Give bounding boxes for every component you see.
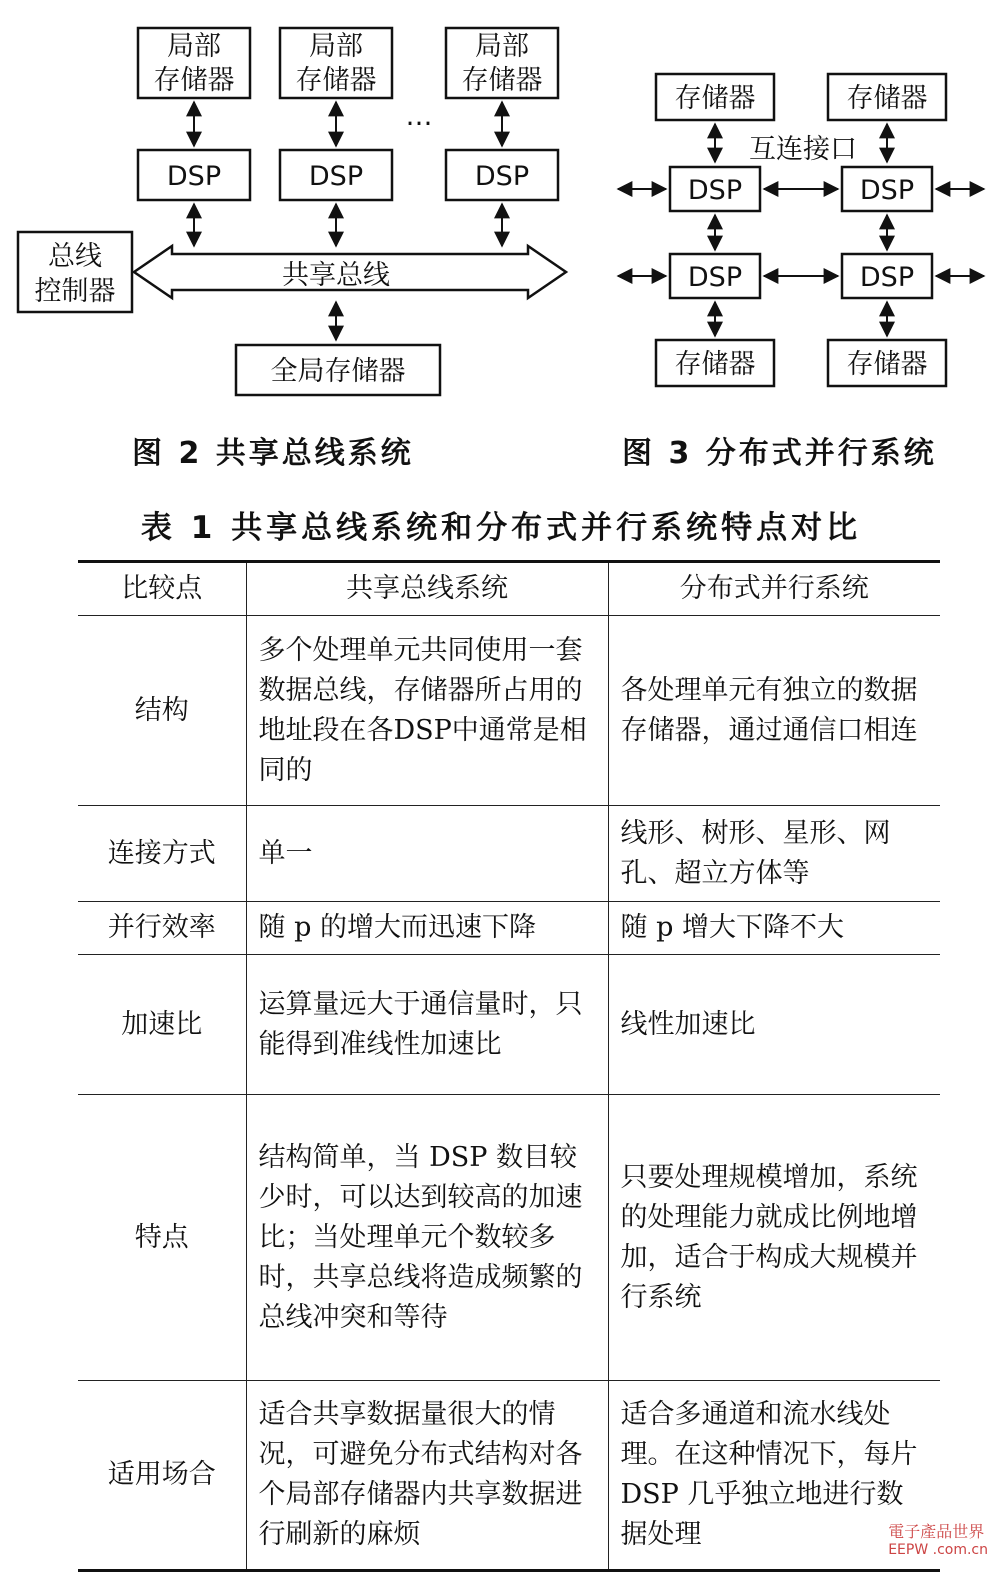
svg-text:存储器: 存储器 [295,65,377,96]
table-row [78,1381,940,1571]
svg-text:DSP: DSP [859,175,915,206]
watermark [888,1519,988,1558]
row-shared: 适合共享数据量很大的情况，可避免分布式结构对各个局部存储器内共享数据进行刷新的麻烦 [246,1381,608,1571]
local-memory-1 [138,28,250,98]
table-row [78,806,940,902]
row-point: 并行效率 [78,902,246,955]
svg-text:DSP: DSP [166,161,222,192]
svg-text:全局存储器: 全局存储器 [270,356,406,387]
memory-bottom-right [828,340,946,386]
interconnect-label: 互连接口 [749,134,857,165]
local-memory-label: 局部 [167,31,221,62]
row-distributed: 适合多通道和流水线处理。在这种情况下，每片 DSP 几乎独立地进行数据处理 [608,1381,940,1571]
row-shared: 单一 [246,806,608,902]
row-distributed: 线形、树形、星形、网孔、超立方体等 [608,806,940,902]
shared-bus-label: 共享总线 [282,260,390,291]
svg-text:总线: 总线 [48,241,102,272]
row-point: 适用场合 [78,1381,246,1571]
row-point: 连接方式 [78,806,246,902]
svg-text:DSP: DSP [308,161,364,192]
row-shared: 结构简单，当 DSP 数目较少时，可以达到较高的加速比；当处理单元个数较多时，共享总线将造成频繁的总线冲突和等待 [246,1095,608,1381]
watermark-text: 電子產品世界 [888,1522,985,1541]
svg-text:存储器: 存储器 [674,349,756,380]
table-row [78,955,940,1095]
column-header: 比较点 [78,562,246,616]
row-shared: 运算量远大于通信量时，只能得到准线性加速比 [246,955,608,1095]
bus-controller [18,232,132,312]
svg-text:存储器: 存储器 [153,65,235,96]
local-memory-2 [280,28,392,98]
svg-text:DSP: DSP [859,262,915,293]
svg-text:控制器: 控制器 [34,276,116,307]
row-distributed: 只要处理规模增加，系统的处理能力就成比例地增加，适合于构成大规模并行系统 [608,1095,940,1381]
memory-top-right [828,74,946,120]
local-memory-3 [446,28,558,98]
dsp-node-bl [670,254,760,298]
figure-2-caption: 图 2 共享总线系统 [132,436,414,471]
svg-text:存储器: 存储器 [674,83,756,114]
row-distributed: 线性加速比 [608,955,940,1095]
figures-area [0,0,1002,480]
dsp-box-1 [138,150,250,200]
dsp-box-3 [446,150,558,200]
ellipsis: … [405,101,433,132]
row-distributed: 随 p 增大下降不大 [608,902,940,955]
dsp-node-tl [670,167,760,211]
row-point: 特点 [78,1095,246,1381]
row-shared: 多个处理单元共同使用一套数据总线，存储器所占用的地址段在各DSP中通常是相同的 [246,616,608,806]
memory-bottom-left [656,340,774,386]
svg-text:DSP: DSP [687,262,743,293]
memory-top-left [656,74,774,120]
svg-text:DSP: DSP [474,161,530,192]
svg-text:存储器: 存储器 [846,83,928,114]
comparison-table [78,560,940,1572]
table-row [78,1095,940,1381]
dsp-node-br [842,254,932,298]
svg-text:存储器: 存储器 [846,349,928,380]
dsp-box-2 [280,150,392,200]
table-row [78,616,940,806]
svg-text:局部: 局部 [309,31,363,62]
global-memory [236,345,440,395]
svg-text:局部: 局部 [475,31,529,62]
row-distributed: 各处理单元有独立的数据存储器，通过通信口相连 [608,616,940,806]
row-point: 结构 [78,616,246,806]
svg-text:DSP: DSP [687,175,743,206]
watermark-site: EEPW .com.cn [888,1542,988,1558]
dsp-node-tr [842,167,932,211]
row-shared: 随 p 的增大而迅速下降 [246,902,608,955]
table-title: 表 1 共享总线系统和分布式并行系统特点对比 [140,510,862,546]
table-header-row [78,562,940,616]
column-header: 共享总线系统 [246,562,608,616]
table-row [78,902,940,955]
figure-2-shared-bus [18,28,566,395]
figure-3-caption: 图 3 分布式并行系统 [622,436,937,471]
column-header: 分布式并行系统 [608,562,940,616]
row-point: 加速比 [78,955,246,1095]
svg-text:存储器: 存储器 [461,65,543,96]
figure-3-distributed [618,74,984,386]
